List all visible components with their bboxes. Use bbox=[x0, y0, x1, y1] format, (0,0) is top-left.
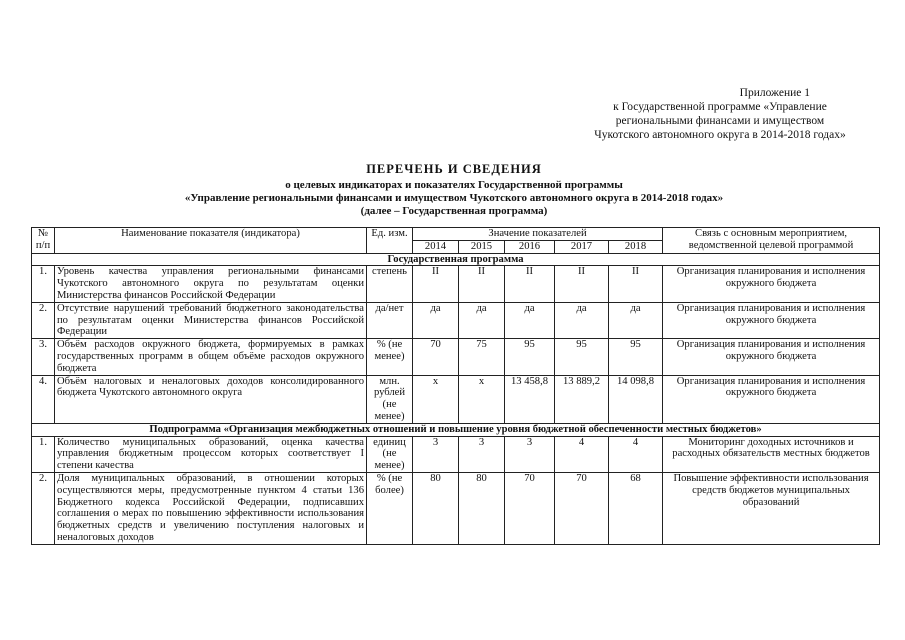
header-indicator-name: Наименование показателя (индикатора) bbox=[55, 228, 367, 254]
link-cell: Организация планирования и исполнения окружного бюджета bbox=[663, 266, 880, 302]
value-cell: 95 bbox=[609, 339, 663, 375]
header-year: 2018 bbox=[609, 240, 663, 253]
value-cell: 80 bbox=[459, 472, 505, 544]
document-title: ПЕРЕЧЕНЬ И СВЕДЕНИЯ bbox=[366, 162, 542, 176]
table-row bbox=[32, 472, 880, 544]
value-cell: 3 bbox=[459, 436, 505, 472]
table-row bbox=[32, 266, 880, 302]
indicator-name: Объём налоговых и неналоговых доходов консолидированного бюджета Чукотского автономного округа bbox=[55, 375, 367, 423]
unit-cell: млн. рублей (не менее) bbox=[367, 375, 413, 423]
heading-line: «Управление региональными финансами и имуществом Чукотского автономного округа в 2014-2018 годах» bbox=[184, 192, 724, 204]
unit-cell: да/нет bbox=[367, 302, 413, 338]
value-cell: 3 bbox=[505, 436, 555, 472]
value-cell: 68 bbox=[609, 472, 663, 544]
value-cell: 70 bbox=[413, 339, 459, 375]
value-cell: да bbox=[413, 302, 459, 338]
value-cell: x bbox=[413, 375, 459, 423]
value-cell: x bbox=[459, 375, 505, 423]
row-number: 3. bbox=[32, 339, 55, 375]
value-cell: 4 bbox=[555, 436, 609, 472]
value-cell: 3 bbox=[413, 436, 459, 472]
row-number: 2. bbox=[32, 472, 55, 544]
table-header-row bbox=[32, 228, 880, 241]
header-year: 2015 bbox=[459, 240, 505, 253]
value-cell: да bbox=[555, 302, 609, 338]
appendix-line: региональными финансами и имуществом bbox=[615, 115, 825, 127]
table-row bbox=[32, 436, 880, 472]
link-cell: Организация планирования и исполнения окружного бюджета bbox=[663, 302, 880, 338]
indicator-name: Объём расходов окружного бюджета, формируемых в рамках государственных программ в общем объёме расходов окружного бюджета bbox=[55, 339, 367, 375]
section-row bbox=[32, 253, 880, 266]
header-year: 2016 bbox=[505, 240, 555, 253]
unit-cell: % (не менее) bbox=[367, 339, 413, 375]
section-title: Государственная программа bbox=[32, 253, 880, 266]
link-cell: Организация планирования и исполнения окружного бюджета bbox=[663, 375, 880, 423]
link-cell: Повышение эффективности использования средств бюджетов муниципальных образований bbox=[663, 472, 880, 544]
heading-line: (далее – Государственная программа) bbox=[360, 205, 548, 217]
unit-cell: % (не более) bbox=[367, 472, 413, 544]
section-row bbox=[32, 423, 880, 436]
row-number: 4. bbox=[32, 375, 55, 423]
value-cell: II bbox=[413, 266, 459, 302]
row-number: 1. bbox=[32, 436, 55, 472]
indicator-name: Уровень качества управления региональными финансами Чукотского автономного округа по результатам оценки Министерства финансов Российской Федерации bbox=[55, 266, 367, 302]
value-cell: 70 bbox=[555, 472, 609, 544]
section-title: Подпрограмма «Организация межбюджетных отношений и повышение уровня бюджетной обеспеченности местных бюджетов» bbox=[32, 423, 880, 436]
header-unit: Ед. изм. bbox=[367, 228, 413, 254]
value-cell: 13 458,8 bbox=[505, 375, 555, 423]
value-cell: да bbox=[609, 302, 663, 338]
indicator-name: Количество муниципальных образований, оценка качества управления бюджетным процессом которых соответствует I степени качества bbox=[55, 436, 367, 472]
indicator-name: Отсутствие нарушений требований бюджетного законодательства по результатам оценки Министерства финансов Российской Федерации bbox=[55, 302, 367, 338]
header-link: Связь с основным мероприятием, ведомственной целевой программой bbox=[663, 228, 880, 254]
value-cell: II bbox=[609, 266, 663, 302]
value-cell: 4 bbox=[609, 436, 663, 472]
header-number: № п/п bbox=[32, 228, 55, 254]
value-cell: да bbox=[459, 302, 505, 338]
row-number: 1. bbox=[32, 266, 55, 302]
header-values: Значение показателей bbox=[413, 228, 663, 241]
value-cell: II bbox=[505, 266, 555, 302]
header-year: 2014 bbox=[413, 240, 459, 253]
value-cell: 70 bbox=[505, 472, 555, 544]
table-row bbox=[32, 339, 880, 375]
unit-cell: единиц (не менее) bbox=[367, 436, 413, 472]
value-cell: 13 889,2 bbox=[555, 375, 609, 423]
row-number: 2. bbox=[32, 302, 55, 338]
appendix-line: Приложение 1 bbox=[739, 87, 810, 99]
header-year: 2017 bbox=[555, 240, 609, 253]
indicator-name: Доля муниципальных образований, в отношении которых осуществляются меры, предусмотренные пунктом 4 статьи 136 Бюджетного кодекса Российской Федерации, подписавших соглашения о мерах по повышению эффективности использования бюджетных средств и увеличению поступления налоговых и неналоговых доходов bbox=[55, 472, 367, 544]
value-cell: 80 bbox=[413, 472, 459, 544]
heading-line: о целевых индикаторах и показателях Государственной программы bbox=[285, 179, 623, 191]
value-cell: 14 098,8 bbox=[609, 375, 663, 423]
link-cell: Организация планирования и исполнения окружного бюджета bbox=[663, 339, 880, 375]
value-cell: 95 bbox=[505, 339, 555, 375]
value-cell: II bbox=[555, 266, 609, 302]
value-cell: 95 bbox=[555, 339, 609, 375]
value-cell: II bbox=[459, 266, 505, 302]
value-cell: 75 bbox=[459, 339, 505, 375]
unit-cell: степень bbox=[367, 266, 413, 302]
appendix-note bbox=[560, 86, 880, 142]
link-cell: Мониторинг доходных источников и расходных обязательств местных бюджетов bbox=[663, 436, 880, 472]
table-row bbox=[32, 375, 880, 423]
indicators-table bbox=[31, 227, 880, 545]
appendix-line: Чукотского автономного округа в 2014-2018 годах» bbox=[594, 129, 846, 141]
appendix-line: к Государственной программе «Управление bbox=[613, 101, 827, 113]
document-heading bbox=[30, 163, 878, 218]
table-row bbox=[32, 302, 880, 338]
value-cell: да bbox=[505, 302, 555, 338]
